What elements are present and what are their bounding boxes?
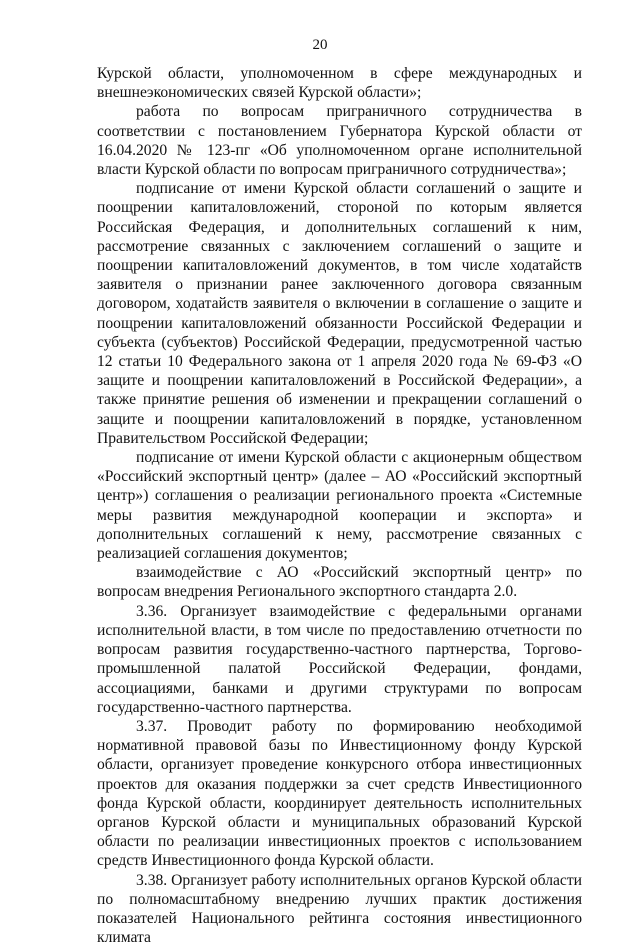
paragraph-export-center-agreement: подписание от имени Курской области с акционерным обществом «Российский экспортный центр» (далее – АО «Российский экспортный центр») соглашения о реализации регионального проекта «Системные меры развития международной кооперации и экспорта» и дополнительных соглашений к нему, рассмотрение связанных с реализацией соглашения документов;: [97, 449, 582, 563]
document-body: [97, 64, 582, 947]
paragraph-section-3-36: 3.36. Организует взаимодействие с федеральными органами исполнительной власти, в том числе по предоставлению отчетности по вопросам развития государственно-частного партнерства, Торгово-промышленной палатой Российской Федерации, фондами, ассоциациями, банками и другими структурами по вопросам государственно-частного партнерства.: [97, 602, 582, 716]
paragraph-continuation: Курской области, уполномоченном в сфере международных и внешнеэкономических связей Курской области»;: [97, 65, 582, 102]
paragraph-section-3-37: 3.37. Проводит работу по формированию необходимой нормативной правовой базы по Инвестиционному фонду Курской области, организует проведение конкурсного отбора инвестиционных проектов для оказания поддержки за счет средств Инвестиционного фонда Курской области, координирует деятельность исполнительных органов Курской области и муниципальных образований Курской области по реализации инвестиционных проектов с использованием средств Инвестиционного фонда Курской области.: [97, 717, 582, 870]
paragraph-investment-agreements: подписание от имени Курской области соглашений о защите и поощрении капиталовложений, стороной по которым является Российская Федерация, и дополнительных соглашений к ним, рассмотрение связанных с заключением соглашений о защите и поощрении капиталовложений документов, в том числе ходатайств заявителя о признании ранее заключенного договора связанным договором, ходатайств заявителя о включении в соглашение о защите и поощрении капиталовложений обязанности Российской Федерации и субъекта (субъектов) Российской Федерации, предусмотренной частью 12 статьи 10 Федерального закона от 1 апреля 2020 года № 69-ФЗ «О защите и поощрении капиталовложений в Российской Федерации», а также принятие решения об изменении и прекращении соглашений о защите и поощрении капиталовложений в порядке, установленном Правительством Российской Федерации;: [97, 180, 582, 447]
paragraph-cross-border-cooperation: работа по вопросам приграничного сотрудничества в соответствии с постановлением Губернатора Курской области от 16.04.2020 № 123-пг «Об уполномоченном органе исполнительной власти Курской области по вопросам приграничного сотрудничества»;: [97, 103, 582, 179]
paragraph-section-3-38: 3.38. Организует работу исполнительных органов Курской области по полномасштабному внедрению лучших практик достижения показателей Национального рейтинга состояния инвестиционного климата: [97, 871, 582, 947]
page-number: 20: [312, 37, 328, 53]
paragraph-export-standard: взаимодействие с АО «Российский экспортный центр» по вопросам внедрения Регионального экспортного стандарта 2.0.: [97, 564, 582, 601]
